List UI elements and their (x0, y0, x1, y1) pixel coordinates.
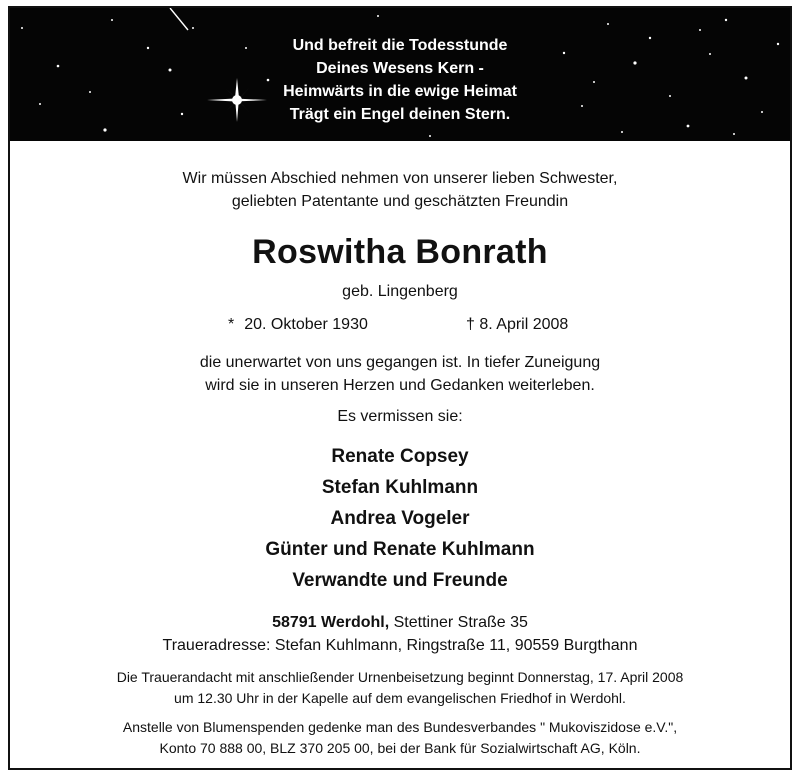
obituary-notice (8, 6, 792, 770)
intro-line: Wir müssen Abschied nehmen von unserer lieben Schwester, (182, 170, 618, 187)
maiden-name: geb. Lingenberg (342, 283, 458, 300)
deceased-name: Roswitha Bonrath (252, 233, 548, 271)
residence-line (10, 611, 790, 634)
message-line: wird sie in unseren Herzen und Gedanken weiterleben. (205, 377, 595, 394)
death-symbol-icon: † (466, 316, 475, 333)
service-line: Die Trauerandacht mit anschließender Urnenbeisetzung beginnt Donnerstag, 17. April 2008 (116, 669, 684, 685)
poem-line: Deines Wesens Kern - (316, 60, 484, 77)
shooting-star-icon (170, 8, 188, 30)
mourner-name: Günter und Renate Kuhlmann (265, 539, 535, 560)
mourner-name: Renate Copsey (331, 446, 469, 467)
donation-line: Konto 70 888 00, BLZ 370 205 00, bei der Bank für Sozialwirtschaft AG, Köln. (159, 740, 641, 756)
birth-symbol-icon: * (228, 316, 235, 333)
poem-verse (10, 34, 790, 126)
street: Stettiner Straße 35 (393, 614, 528, 631)
postcode-city: 58791 Werdohl, (272, 614, 390, 631)
donation-info (10, 717, 790, 759)
mourning-address: Traueradresse: Stefan Kuhlmann, Ringstraße 11, 90559 Burgthann (162, 637, 638, 654)
message-line: die unerwartet von uns gegangen ist. In tiefer Zuneigung (199, 354, 601, 371)
address-block (10, 611, 790, 657)
intro-text (10, 167, 790, 213)
mourners-list (10, 441, 790, 596)
starry-sky-banner (10, 8, 790, 141)
poem-line: Und befreit die Todesstunde (292, 37, 508, 54)
mourner-name: Andrea Vogeler (330, 508, 470, 529)
farewell-message (10, 351, 790, 397)
mourners-heading: Es vermissen sie: (337, 408, 463, 425)
poem-line: Heimwärts in die ewige Heimat (283, 83, 517, 100)
birth-date-group (228, 316, 368, 334)
intro-line: geliebten Patentante und geschätzten Freundin (231, 193, 569, 210)
mourner-name: Verwandte und Freunde (292, 570, 508, 591)
mourner-name: Stefan Kuhlmann (321, 477, 479, 498)
poem-line: Trägt ein Engel deinen Stern. (289, 106, 511, 123)
donation-line: Anstelle von Blumenspenden gedenke man des Bundesverbandes " Mukoviszidose e.V.", (122, 719, 678, 735)
death-date: 8. April 2008 (479, 316, 569, 333)
service-line: um 12.30 Uhr in der Kapelle auf dem evangelischen Friedhof in Werdohl. (174, 690, 626, 706)
death-date-group (466, 316, 568, 334)
service-info (10, 667, 790, 709)
birth-date: 20. Oktober 1930 (244, 316, 368, 333)
